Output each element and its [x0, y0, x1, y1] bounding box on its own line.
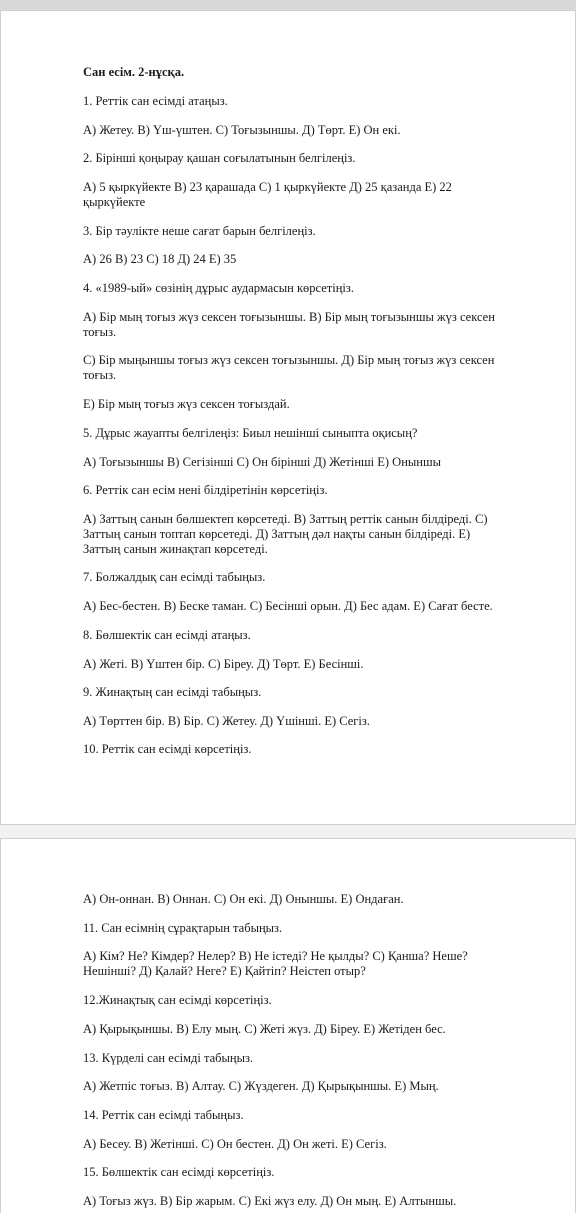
question-10: 10. Реттік сан есімді көрсетіңіз.	[83, 742, 252, 756]
document-page-1	[0, 10, 576, 825]
question-12: 12.Жинақтық сан есімді көрсетіңіз.	[83, 993, 272, 1007]
answer-options-2: А) 5 қыркүйекте В) 23 қарашада С) 1 қыркүйекте Д) 25 қазанда Е) 22 қыркүйекте	[83, 180, 452, 209]
answer-options-4a: А) Бір мың тоғыз жүз сексен тоғызыншы. В) Бір мың тоғызыншы жүз сексен тоғыз.	[83, 310, 495, 339]
answer-options-3: А) 26 В) 23 С) 18 Д) 24 Е) 35	[83, 252, 237, 266]
document-page-2	[0, 838, 576, 1213]
answer-options-13: А) Жетпіс тоғыз. В) Алтау. С) Жүздеген. Д) Қырықыншы. Е) Мың.	[83, 1079, 439, 1093]
answer-options-5: А) Тоғызыншы В) Сегізінші С) Он бірінші Д) Жетінші Е) Оныншы	[83, 455, 442, 469]
answer-options-8: А) Жеті. В) Үштен бір. С) Біреу. Д) Төрт. Е) Бесінші.	[83, 657, 364, 671]
question-7: 7. Болжалдық сан есімді табыңыз.	[83, 570, 266, 584]
answer-options-4b: С) Бір мыңыншы тоғыз жүз сексен тоғызыншы. Д) Бір мың тоғыз жүз сексен тоғыз.	[83, 353, 495, 382]
document-title: Сан есім. 2-нұсқа.	[83, 65, 185, 79]
question-15: 15. Бөлшектік сан есімді көрсетіңіз.	[83, 1165, 275, 1179]
question-14: 14. Реттік сан есімді табыңыз.	[83, 1108, 244, 1122]
question-6: 6. Реттік сан есім нені білдіретінін көрсетіңіз.	[83, 483, 328, 497]
question-8: 8. Бөлшектік сан есімді атаңыз.	[83, 628, 251, 642]
answer-options-14: А) Бесеу. В) Жетінші. С) Он бестен. Д) Он жеті. Е) Сегіз.	[83, 1137, 387, 1151]
question-2: 2. Бірінші қоңырау қашан соғылатынын белгілеңіз.	[83, 151, 356, 165]
question-4: 4. «1989-ый» сөзінің дұрыс аудармасын көрсетіңіз.	[83, 281, 354, 295]
answer-options-11: А) Кім? Не? Кімдер? Нелер? В) Не істеді? Не қылды? С) Қанша? Неше? Нешінші? Д) Қалай? Неге? Е) Қайтіп? Неістеп отыр?	[83, 949, 468, 978]
answer-options-10: А) Он-оннан. В) Оннан. С) Он екі. Д) Оныншы. Е) Ондаған.	[83, 892, 404, 906]
answer-options-6: А) Заттың санын бөлшектеп көрсетеді. В) Заттың реттік санын білдіреді. С) Заттың санын топтап көрсетеді. Д) Заттың дәл нақты санын білдіреді. Е) Заттың санын жинақтап көрсетеді.	[83, 512, 488, 556]
answer-options-15: А) Тоғыз жүз. В) Бір жарым. С) Екі жүз елу. Д) Он мың. Е) Алтыншы.	[83, 1194, 457, 1208]
answer-options-9: А) Төрттен бір. В) Бір. С) Жетеу. Д) Үшінші. Е) Сегіз.	[83, 714, 370, 728]
question-3: 3. Бір тәулікте неше сағат барын белгілеңіз.	[83, 224, 316, 238]
question-9: 9. Жинақтың сан есімді табыңыз.	[83, 685, 262, 699]
question-1: 1. Реттік сан есімді атаңыз.	[83, 94, 228, 108]
answer-options-12: А) Қырықыншы. В) Елу мың. С) Жеті жүз. Д) Біреу. Е) Жетіден бес.	[83, 1022, 446, 1036]
answer-options-4c: Е) Бір мың тоғыз жүз сексен тоғыздай.	[83, 397, 290, 411]
question-5: 5. Дұрыс жауапты белгілеңіз: Биыл нешінші сыныпта оқисың?	[83, 426, 418, 440]
answer-options-1: А) Жетеу. В) Үш-үштен. С) Тоғызыншы. Д) Төрт. Е) Он екі.	[83, 123, 401, 137]
question-11: 11. Сан есімнің сұрақтарын табыңыз.	[83, 921, 283, 935]
answer-options-7: А) Бес-бестен. В) Беске таман. С) Бесінші орын. Д) Бес адам. Е) Сағат бесте.	[83, 599, 493, 613]
question-13: 13. Күрделі сан есімді табыңыз.	[83, 1051, 254, 1065]
